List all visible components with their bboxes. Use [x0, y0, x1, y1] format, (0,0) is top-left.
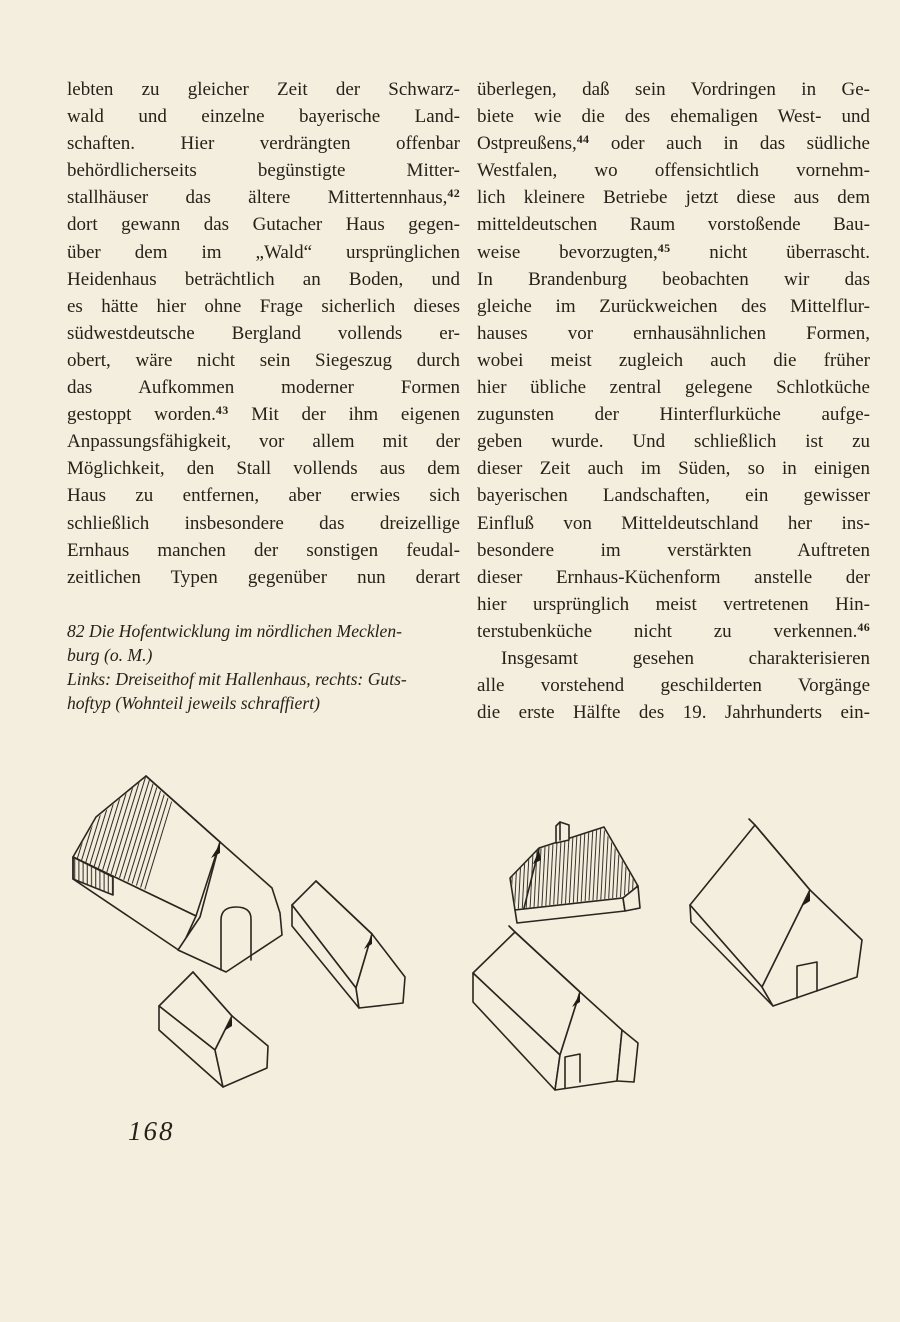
- caption-line: 82 Die Hofentwicklung im nördlichen Mecklen-: [67, 621, 402, 641]
- text-line: biete wie die des ehemaligen West- und: [477, 106, 870, 128]
- hallenhaus-drawing: [73, 776, 282, 972]
- text-line: terstubenküche nicht zu verkennen.$^{46}$: [477, 619, 870, 642]
- text-line: Westfalen, wo offensichtlich vornehm-: [477, 160, 870, 182]
- text-column-right: [477, 76, 870, 726]
- text-line: schaften. Hier verdrängten offenbar: [67, 133, 460, 155]
- text-line: obert, wäre nicht sein Siegeszug durch: [67, 349, 460, 371]
- text-line: schließlich insbesondere das dreizellige: [67, 512, 460, 534]
- text-column-left: [67, 76, 460, 591]
- text-line: dieser Zeit auch im Süden, so in einigen: [477, 458, 870, 480]
- text-line: zugunsten der Hinterflurküche aufge-: [477, 404, 870, 426]
- figure-caption: [67, 620, 469, 716]
- text-line: die erste Hälfte des 19. Jahrhunderts ein-: [477, 702, 870, 724]
- text-line: wald und einzelne bayerische Land-: [67, 106, 460, 128]
- text-line: Insgesamt gesehen charakterisieren: [501, 647, 870, 669]
- text-line: lich kleinere Betriebe jetzt diese aus dem: [477, 187, 870, 209]
- text-line: In Brandenburg beobachten wir das: [477, 268, 870, 290]
- text-line: Ostpreußens,$^{44}$ oder auch in das südliche: [477, 132, 870, 155]
- text-line: hauses vor ernhausähnlichen Formen,: [477, 322, 870, 344]
- text-line: gleiche im Zurückweichen des Mittelflur-: [477, 295, 870, 317]
- stall-small-drawing: [159, 972, 268, 1087]
- text-line: zeitlichen Typen gegenüber nun derart: [67, 566, 460, 588]
- text-line: lebten zu gleicher Zeit der Schwarz-: [67, 79, 460, 100]
- text-line: alle vorstehend geschilderten Vorgänge: [477, 675, 870, 697]
- text-line: Möglichkeit, den Stall vollends aus dem: [67, 458, 460, 480]
- text-line: Anpassungsfähigkeit, vor allem mit der: [67, 431, 460, 453]
- text-line: Haus zu entfernen, aber erwies sich: [67, 485, 460, 507]
- text-line: dort gewann das Gutacher Haus gegen-: [67, 214, 460, 236]
- text-line: geben wurde. Und schließlich ist zu: [477, 431, 870, 453]
- caption-line: Links: Dreiseithof mit Hallenhaus, rechts: Guts-: [67, 668, 407, 689]
- text-line: behördlicherseits begünstigte Mitter-: [67, 160, 460, 182]
- text-line: hier übliche zentral gelegene Schlotküche: [477, 377, 870, 399]
- text-line: weise bevorzugten,$^{45}$ nicht überrascht.: [477, 240, 870, 263]
- text-line: wobei meist zugleich auch die früher: [477, 349, 870, 371]
- caption-line: hoftyp (Wohnteil jeweils schraffiert): [67, 692, 320, 713]
- text-line: über dem im „Wald“ ursprünglichen: [67, 241, 460, 263]
- text-line: bayerischen Landschaften, ein gewisser: [477, 485, 870, 507]
- chimney: [556, 822, 569, 843]
- text-line: Heidenhaus beträchtlich an Boden, und: [67, 268, 460, 290]
- text-line: stallhäuser das ältere Mittertennhaus,$^{42}$: [67, 186, 460, 209]
- caption-line: burg (o. M.): [67, 644, 153, 665]
- text-line: dieser Ernhaus-Küchenform anstelle der: [477, 566, 870, 588]
- text-line: es hätte hier ohne Frage sicherlich dieses: [67, 295, 460, 317]
- text-line: gestoppt worden.$^{43}$ Mit der ihm eigenen: [67, 403, 460, 426]
- stall-medium-drawing: [292, 881, 405, 1008]
- page-number: 168: [128, 1116, 175, 1146]
- text-line: besondere im verstärkten Auftreten: [477, 539, 870, 561]
- text-line: Einfluß von Mitteldeutschland her ins-: [477, 512, 870, 534]
- text-line: mitteldeutschen Raum vorstoßende Bau-: [477, 214, 870, 236]
- text-line: hier ursprünglich meist vertretenen Hin-: [477, 593, 870, 615]
- figure-82-drawing: [60, 750, 880, 1120]
- text-line: Ernhaus manchen der sonstigen feudal-: [67, 539, 460, 561]
- gutshof-stall-long-drawing: [473, 926, 638, 1090]
- text-line: südwestdeutsche Bergland vollends er-: [67, 322, 460, 344]
- text-line: überlegen, daß sein Vordringen in Ge-: [477, 79, 870, 100]
- text-line: das Aufkommen moderner Formen: [67, 377, 460, 399]
- gutshof-scheune-drawing: [690, 819, 862, 1006]
- gutshaus-drawing: [510, 822, 640, 923]
